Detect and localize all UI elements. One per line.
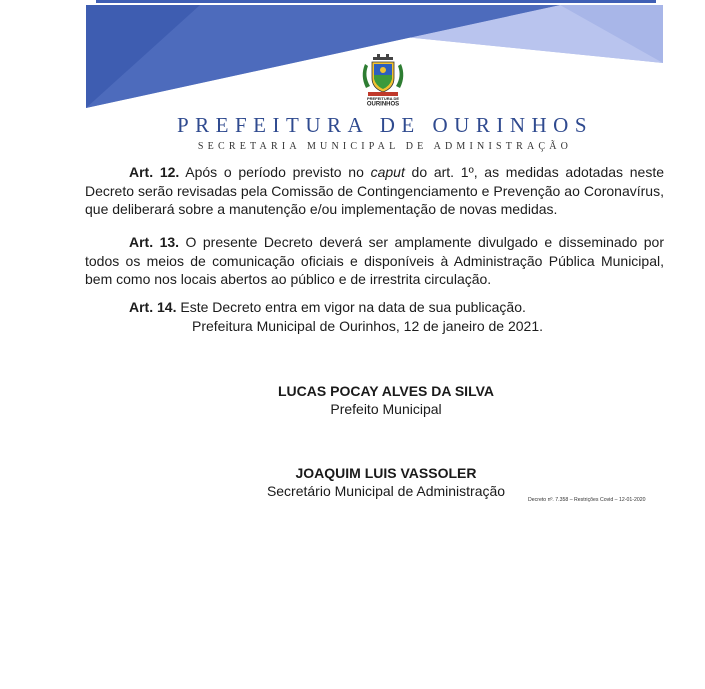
page-title: PREFEITURA DE OURINHOS <box>176 113 594 137</box>
page-subtitle: SECRETARIA MUNICIPAL DE ADMINISTRAÇÃO <box>197 141 573 152</box>
city-crest-logo <box>360 48 406 106</box>
signatory-name: JOAQUIM LUIS VASSOLER <box>295 465 477 481</box>
crest-line-1: PREFEITURA DE <box>366 96 400 101</box>
article-12-text-a: Após o período previsto no <box>179 164 371 180</box>
article-12-italic: caput <box>370 164 405 180</box>
signatory-name: LUCAS POCAY ALVES DA SILVA <box>278 383 494 399</box>
article-13-text: O presente Decreto deverá ser amplamente divulgado e disseminado por todos os meios de comunicação oficiais e disponíveis à Administração Pública Municipal, bem como nos locais abertos ao público e de irrestrita circulação. <box>85 234 664 287</box>
header-banner <box>0 0 705 110</box>
article-12-label: Art. 12. <box>129 164 180 180</box>
signature-block-mayor <box>186 382 586 418</box>
article-14-line <box>85 298 664 317</box>
article-12 <box>85 163 664 219</box>
article-14 <box>85 298 664 335</box>
article-14-text: Este Decreto entra em vigor na data de sua publicação. <box>176 299 526 315</box>
article-12-text-b: do art. 1º, as medidas adotadas neste Decreto serão revisadas pela Comissão de Contingenciamento e Prevenção ao Coronavírus, que deliberará sobre a manutenção e/ou implementação de novas medidas. <box>85 164 664 217</box>
signatory-role: Prefeito Municipal <box>330 401 442 417</box>
article-13-label: Art. 13. <box>129 234 180 250</box>
place-date: Prefeitura Municipal de Ourinhos, 12 de janeiro de 2021. <box>192 317 543 334</box>
signatory-role: Secretário Municipal de Administração <box>266 483 506 499</box>
document-footnote: Decreto nº. 7.358 – Restrições Covid – 12-01-2020 <box>528 497 646 503</box>
signature-block-secretary <box>186 464 586 500</box>
article-13 <box>85 233 664 289</box>
article-14-label: Art. 14. <box>129 299 177 315</box>
crest-line-2: OURINHOS <box>366 101 400 106</box>
